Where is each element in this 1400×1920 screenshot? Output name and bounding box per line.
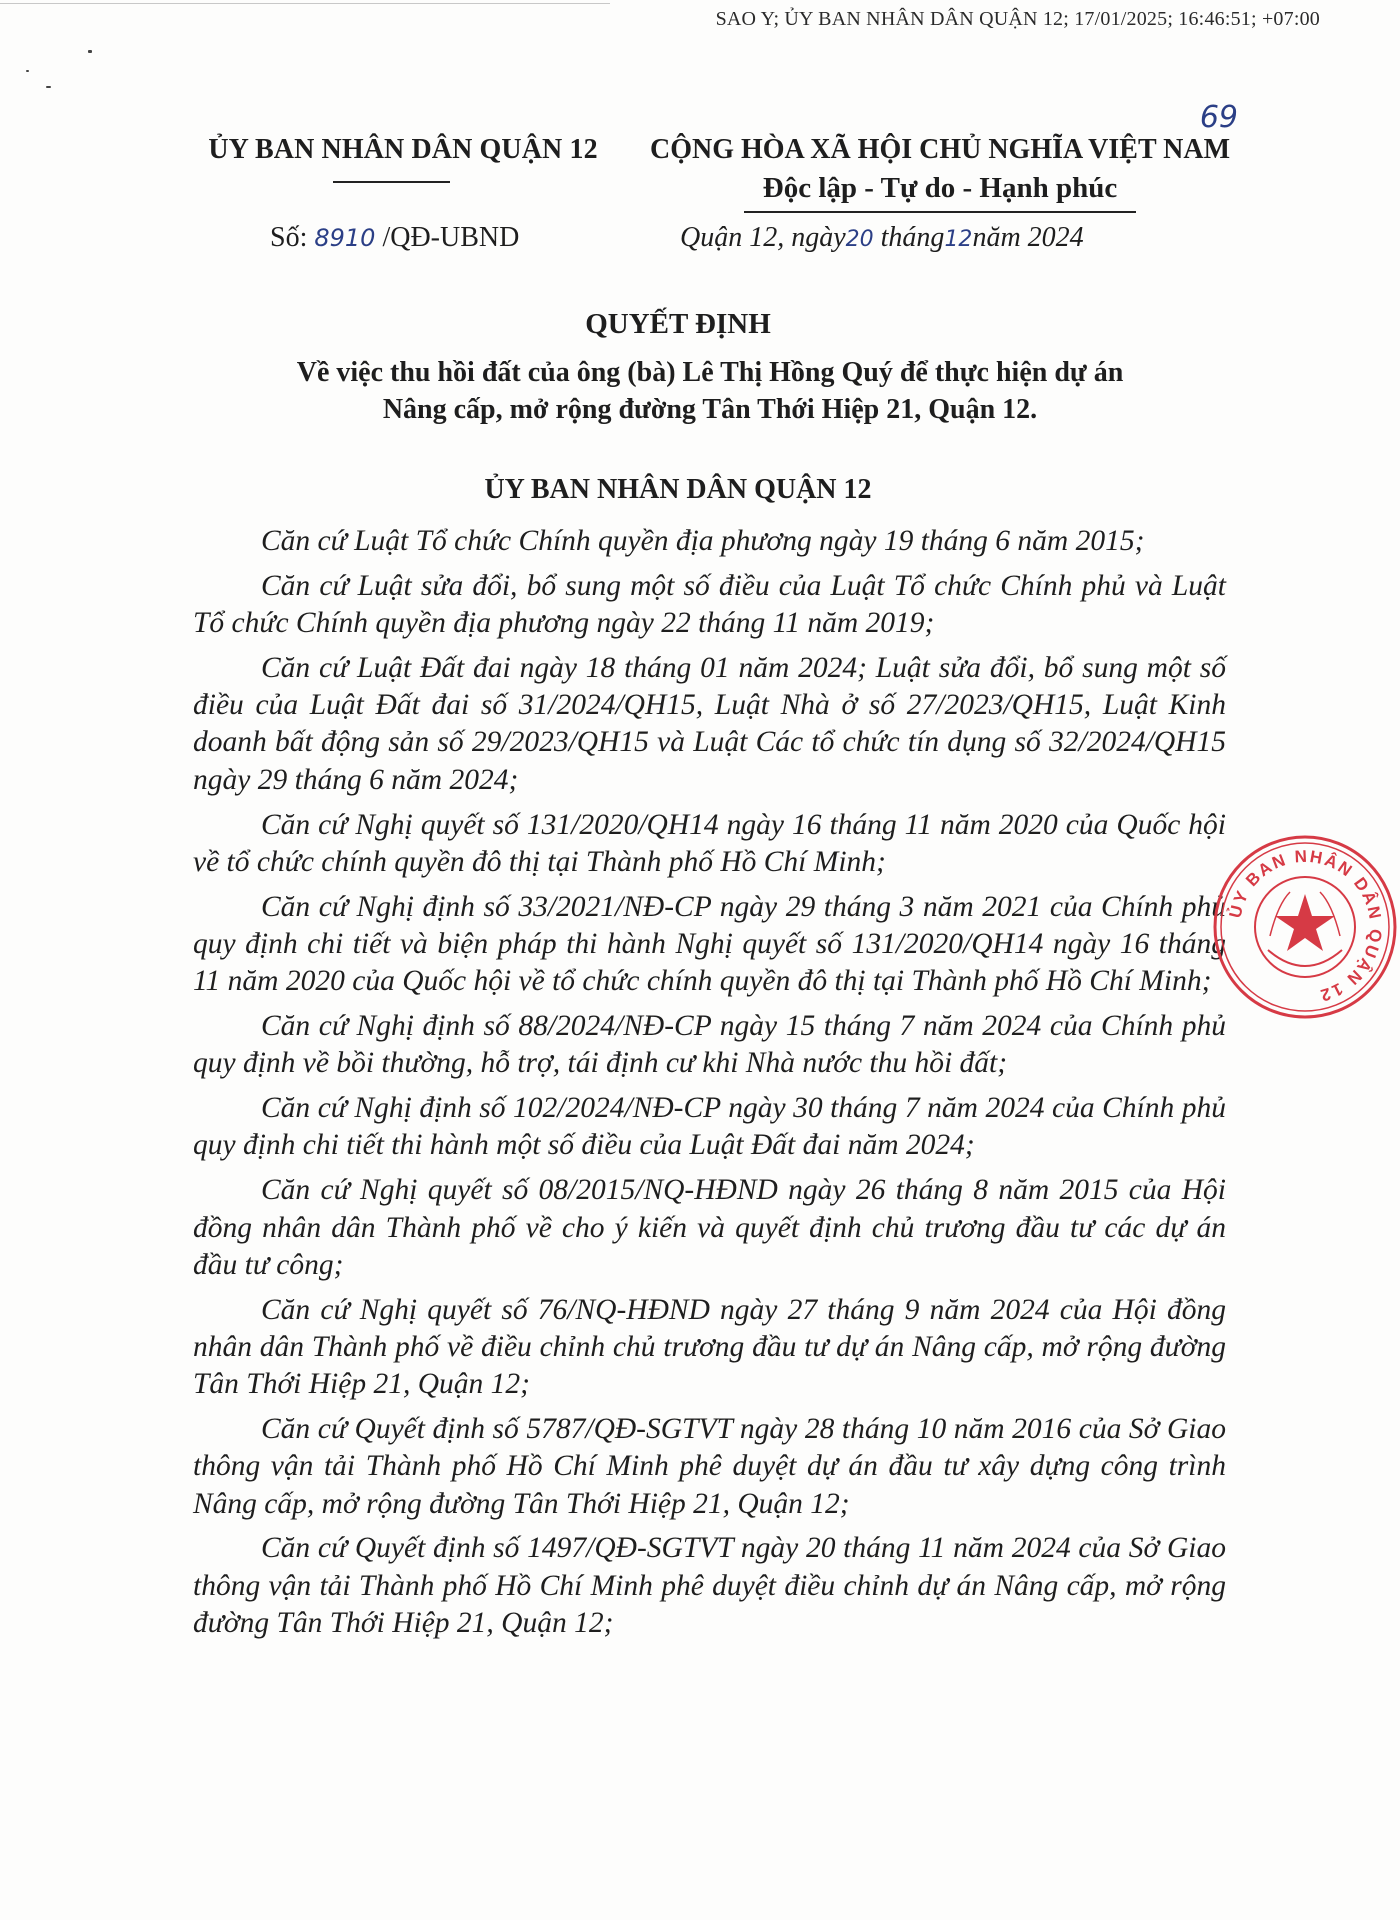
date-year: năm 2024 [972,222,1084,253]
scan-speck [26,70,29,72]
official-seal-icon [1210,832,1400,1022]
legal-basis-paragraph: Căn cứ Luật sửa đổi, bổ sung một số điều của Luật Tổ chức Chính phủ và Luật Tổ chức Chính quyền địa phương ngày 22 tháng 11 năm 2019; [193,569,1226,640]
date-month-handwritten: 12 [944,227,973,252]
issuer-heading: ỦY BAN NHÂN DÂN QUẬN 12 [484,474,872,505]
legal-basis-paragraph: Căn cứ Nghị định số 88/2024/NĐ-CP ngày 15 tháng 7 năm 2024 của Chính phủ quy định về bồi thường, hỗ trợ, tái định cư khi Nhà nước thu hồi đất; [193,1010,1226,1080]
issue-date [680,222,1084,254]
legal-basis-paragraph: Căn cứ Nghị quyết số 76/NQ-HĐND ngày 27 tháng 9 năm 2024 của Hội đồng nhân dân Thành phố về điều chỉnh chủ trương đầu tư dự án Nâng cấp, mở rộng đường Tân Thới Hiệp 21, Quận 12; [193,1293,1226,1401]
seal-text: ỦY BAN NHÂN DÂN QUẬN 12 [1225,846,1386,1006]
subject-line: Nâng cấp, mở rộng đường Tân Thới Hiệp 21, Quận 12. [382,394,1038,425]
date-prefix: Quận 12, ngày [680,222,846,253]
copy-stamp: SAO Y; ỦY BAN NHÂN DÂN QUẬN 12; 17/01/2025; 16:46:51; +07:00 [715,8,1320,30]
motto-underline [744,211,1136,213]
scan-top-rule [0,3,610,4]
agency-underline [333,181,450,183]
doc-number-prefix: Số: [270,222,308,253]
scan-speck [88,50,92,53]
scan-speck [46,86,51,88]
legal-basis-paragraph: Căn cứ Luật Tổ chức Chính quyền địa phương ngày 19 tháng 6 năm 2015; [261,525,1145,557]
date-month-label: tháng [880,222,945,253]
doc-number-suffix: /QĐ-UBND [382,222,520,253]
legal-basis-paragraph: Căn cứ Luật Đất đai ngày 18 tháng 01 năm 2024; Luật sửa đổi, bổ sung một số điều của Luật Đất đai số 31/2024/QH15, Luật Nhà ở số 27/2023/QH15, Luật Kinh doanh bất động sản số 29/2023/QH15 và Luật Các tổ chức tín dụng số 32/2024/QH15 ngày 29 tháng 6 năm 2024; [193,651,1226,796]
handwritten-page-number: 69 [1199,100,1238,135]
national-motto: Độc lập - Tự do - Hạnh phúc [762,172,1118,204]
national-title: CỘNG HÒA XÃ HỘI CHỦ NGHĨA VIỆT NAM [649,134,1231,165]
document-title: QUYẾT ĐỊNH [585,308,771,340]
legal-basis-paragraph: Căn cứ Nghị định số 33/2021/NĐ-CP ngày 29 tháng 3 năm 2021 của Chính phủ quy định chi tiết và biện pháp thi hành Nghị quyết số 131/2020/QH14 ngày 16 tháng 11 năm 2020 của Quốc hội về tổ chức chính quyền đô thị tại Thành phố Hồ Chí Minh; [193,890,1226,998]
legal-basis-paragraph: Căn cứ Quyết định số 5787/QĐ-SGTVT ngày 28 tháng 10 năm 2016 của Sở Giao thông vận tải Thành phố Hồ Chí Minh phê duyệt dự án đầu tư xây dựng công trình Nâng cấp, mở rộng đường Tân Thới Hiệp 21, Quận 12; [193,1413,1226,1520]
legal-bases [193,523,1226,1650]
legal-basis-paragraph: Căn cứ Quyết định số 1497/QĐ-SGTVT ngày 20 tháng 11 năm 2024 của Sở Giao thông vận tải Thành phố Hồ Chí Minh phê duyệt điều chỉnh dự án Nâng cấp, mở rộng đường Tân Thới Hiệp 21, Quận 12; [193,1532,1226,1640]
document-subject [230,354,1190,428]
document-number [270,222,519,254]
legal-basis-paragraph: Căn cứ Nghị định số 102/2024/NĐ-CP ngày 30 tháng 7 năm 2024 của Chính phủ quy định chi tiết thi hành một số điều của Luật Đất đai năm 2024; [193,1092,1226,1162]
legal-basis-paragraph: Căn cứ Nghị quyết số 08/2015/NQ-HĐND ngày 26 tháng 8 năm 2015 của Hội đồng nhân dân Thành phố về cho ý kiến và quyết định chủ trương đầu tư các dự án đầu tư công; [193,1174,1226,1281]
doc-number-handwritten: 8910 [314,224,376,252]
legal-basis-paragraph: Căn cứ Nghị quyết số 131/2020/QH14 ngày 16 tháng 11 năm 2020 của Quốc hội về tổ chức chính quyền đô thị tại Thành phố Hồ Chí Minh; [193,808,1226,878]
issuing-agency: ỦY BAN NHÂN DÂN QUẬN 12 [208,134,598,165]
subject-line: Về việc thu hồi đất của ông (bà) Lê Thị Hồng Quý để thực hiện dự án [296,357,1124,388]
date-day-handwritten: 20 [845,227,874,252]
